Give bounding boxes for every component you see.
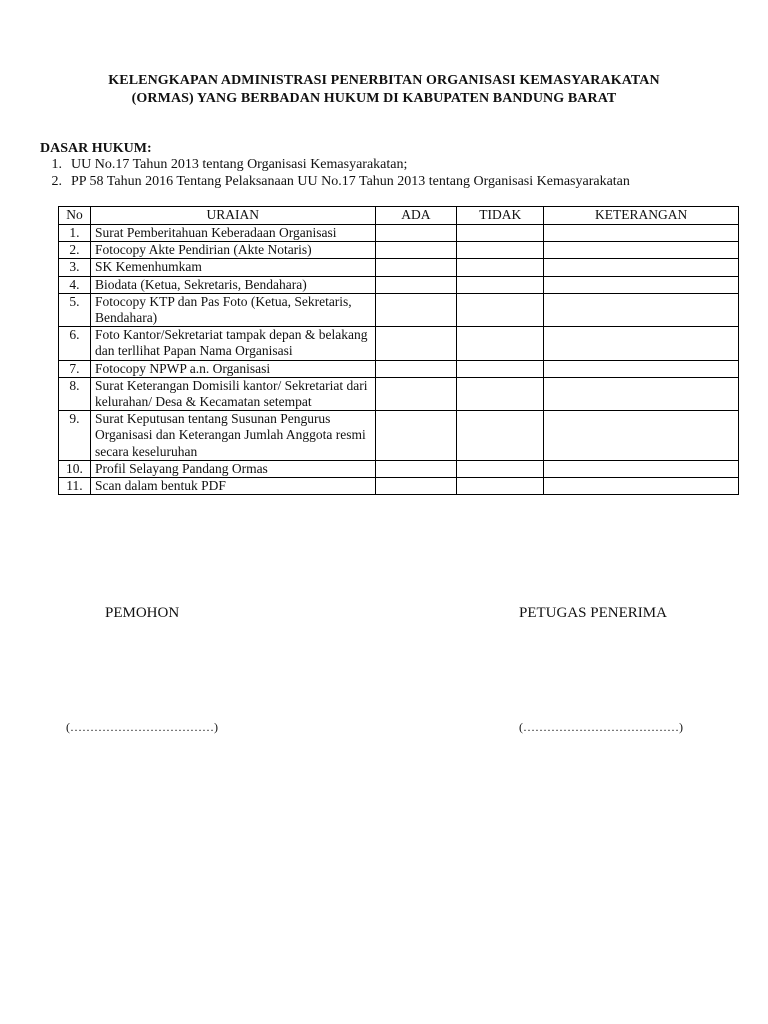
receiving-officer-signature-line: (…………………………………) [519,720,683,734]
receiving-officer-label: PETUGAS PENERIMA [519,605,667,621]
row-keterangan-cell[interactable] [544,293,739,326]
row-number: 11. [59,478,91,495]
row-uraian: Foto Kantor/Sekretariat tampak depan & belakang dan terllihat Papan Nama Organisasi [90,327,375,360]
row-tidak-cell[interactable] [457,276,544,293]
header-keterangan: KETERANGAN [544,207,739,225]
row-ada-cell[interactable] [375,259,457,276]
row-ada-cell[interactable] [375,360,457,377]
row-tidak-cell[interactable] [457,259,544,276]
row-number: 9. [59,411,91,461]
table-row [59,242,739,259]
table-row [59,411,739,461]
row-number: 8. [59,377,91,410]
row-tidak-cell[interactable] [457,360,544,377]
legal-basis-item [40,156,630,173]
table-row [59,225,739,242]
header-ada: ADA [375,207,457,225]
row-ada-cell[interactable] [375,276,457,293]
header-uraian: URAIAN [90,207,375,225]
row-number: 1. [59,225,91,242]
row-uraian: Fotocopy NPWP a.n. Organisasi [90,360,375,377]
row-tidak-cell[interactable] [457,293,544,326]
row-uraian: Surat Pemberitahuan Keberadaan Organisasi [90,225,375,242]
table-row [59,259,739,276]
row-number: 7. [59,360,91,377]
header-no: No [59,207,91,225]
row-tidak-cell[interactable] [457,411,544,461]
row-keterangan-cell[interactable] [544,360,739,377]
row-keterangan-cell[interactable] [544,460,739,477]
table-row [59,478,739,495]
row-uraian: Surat Keputusan tentang Susunan Pengurus Organisasi dan Keterangan Jumlah Anggota resmi secara keseluruhan [90,411,375,461]
title-line-1: KELENGKAPAN ADMINISTRASI PENERBITAN ORGANISASI KEMASYARAKATAN [108,73,660,88]
row-tidak-cell[interactable] [457,460,544,477]
row-ada-cell[interactable] [375,293,457,326]
requirements-table [58,206,739,495]
row-number: 6. [59,327,91,360]
row-uraian: Scan dalam bentuk PDF [90,478,375,495]
row-keterangan-cell[interactable] [544,478,739,495]
row-number: 2. [59,242,91,259]
document-title [0,72,768,108]
row-ada-cell[interactable] [375,411,457,461]
row-keterangan-cell[interactable] [544,377,739,410]
row-uraian: Surat Keterangan Domisili kantor/ Sekretariat dari kelurahan/ Desa & Kecamatan setempat [90,377,375,410]
row-keterangan-cell[interactable] [544,242,739,259]
table-row [59,293,739,326]
row-keterangan-cell[interactable] [544,259,739,276]
row-tidak-cell[interactable] [457,327,544,360]
legal-basis-heading: DASAR HUKUM: [40,141,152,156]
header-tidak: TIDAK [457,207,544,225]
row-number: 4. [59,276,91,293]
row-ada-cell[interactable] [375,460,457,477]
table-row [59,360,739,377]
row-keterangan-cell[interactable] [544,276,739,293]
row-tidak-cell[interactable] [457,242,544,259]
table-row [59,377,739,410]
applicant-label: PEMOHON [105,605,180,621]
row-number: 10. [59,460,91,477]
row-number: 3. [59,259,91,276]
row-number: 5. [59,293,91,326]
table-row [59,327,739,360]
row-ada-cell[interactable] [375,478,457,495]
row-uraian: Biodata (Ketua, Sekretaris, Bendahara) [90,276,375,293]
title-line-2: (ORMAS) YANG BERBADAN HUKUM DI KABUPATEN BANDUNG BARAT [131,91,617,106]
legal-basis-text: UU No.17 Tahun 2013 tentang Organisasi Kemasyarakatan; [71,157,408,172]
legal-basis-list [40,156,630,190]
row-uraian: Fotocopy KTP dan Pas Foto (Ketua, Sekretaris, Bendahara) [90,293,375,326]
row-uraian: Profil Selayang Pandang Ormas [90,460,375,477]
row-keterangan-cell[interactable] [544,225,739,242]
row-keterangan-cell[interactable] [544,327,739,360]
legal-basis-number: 1. [51,157,62,172]
legal-basis-item [40,173,630,190]
row-tidak-cell[interactable] [457,225,544,242]
row-ada-cell[interactable] [375,225,457,242]
row-keterangan-cell[interactable] [544,411,739,461]
row-ada-cell[interactable] [375,327,457,360]
legal-basis-text: PP 58 Tahun 2016 Tentang Pelaksanaan UU No.17 Tahun 2013 tentang Organisasi Kemasyarakatan [71,174,630,189]
row-tidak-cell[interactable] [457,478,544,495]
row-ada-cell[interactable] [375,377,457,410]
table-row [59,460,739,477]
legal-basis-number: 2. [51,174,62,189]
row-uraian: Fotocopy Akte Pendirian (Akte Notaris) [90,242,375,259]
table-header-row [59,207,739,225]
row-ada-cell[interactable] [375,242,457,259]
row-tidak-cell[interactable] [457,377,544,410]
applicant-signature-line: (………………………………) [66,720,218,734]
table-row [59,276,739,293]
row-uraian: SK Kemenhumkam [90,259,375,276]
